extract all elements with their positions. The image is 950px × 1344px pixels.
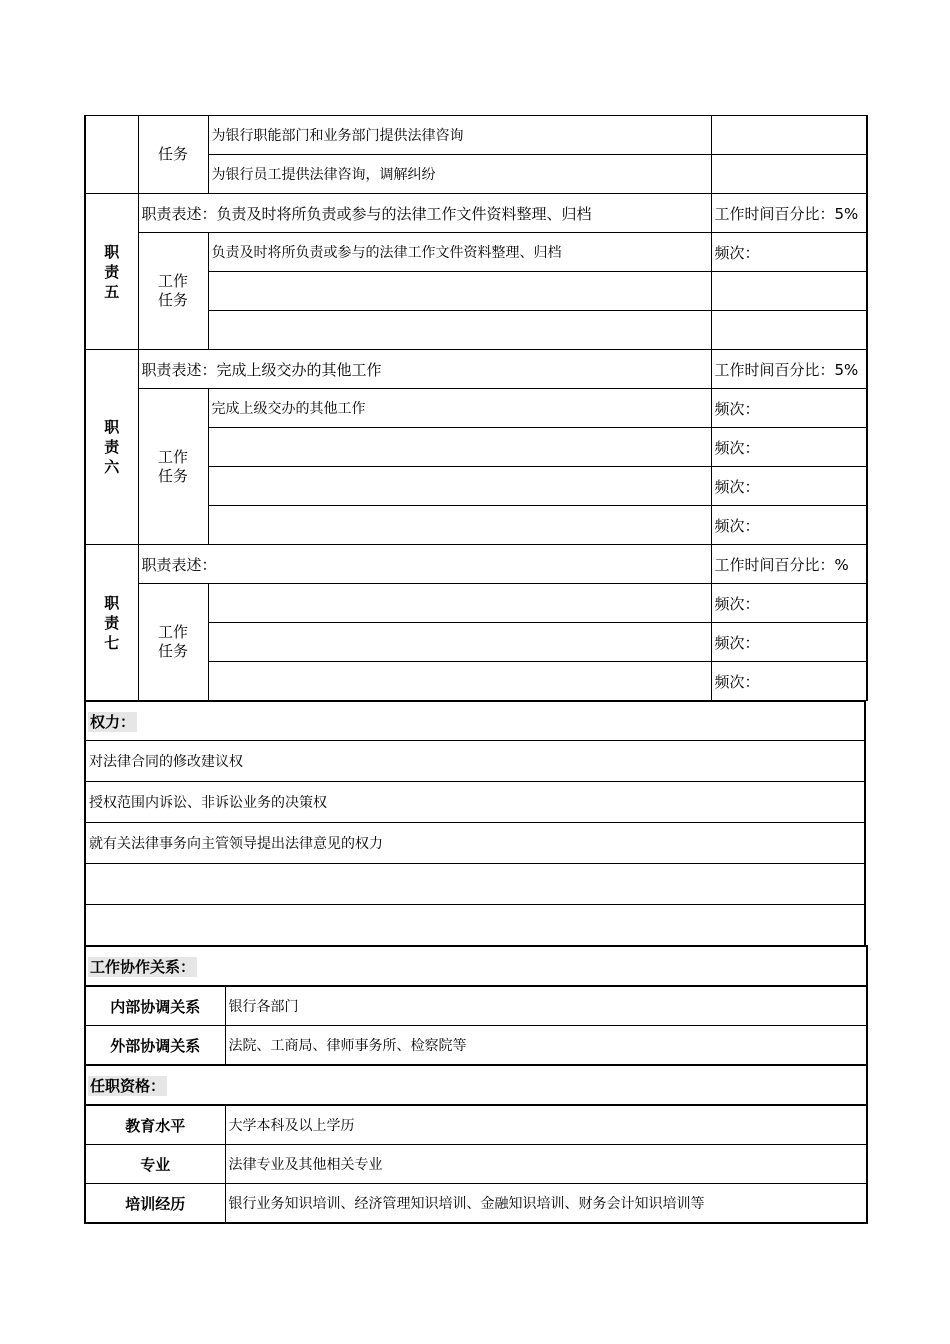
resp-label-text: 职 责 五 [104,242,120,301]
resp6-description: 职责表述：完成上级交办的其他工作 [138,350,711,389]
freq-cell: 频次： [711,584,867,623]
task-label [138,584,208,701]
external-value: 法院、工商局、律师事务所、检察院等 [225,1026,867,1065]
task-text [208,428,711,467]
major-label: 专业 [85,1145,225,1184]
table-row [85,194,867,233]
task-text: 完成上级交办的其他工作 [208,389,711,428]
task-text [208,506,711,545]
task-text: 为银行员工提供法律咨询，调解纠纷 [208,155,711,194]
authority-item: 授权范围内诉讼、非诉讼业务的决策权 [85,782,865,823]
table-row [85,350,867,389]
training-label: 培训经历 [85,1184,225,1224]
relations-heading [85,946,867,986]
resp5-description: 职责表述：负责及时将所负责或参与的法律工作文件资料整理、归档 [138,194,711,233]
job-description-sheet [84,115,866,1224]
task-label [138,389,208,545]
education-value: 大学本科及以上学历 [225,1105,867,1145]
task-label [138,233,208,350]
freq-cell: 频次： [711,662,867,701]
freq-cell [711,116,867,155]
table-row [85,116,867,155]
table-row [85,946,867,986]
freq-cell: 频次： [711,389,867,428]
external-label: 外部协调关系 [85,1026,225,1065]
training-value: 银行业务知识培训、经济管理知识培训、金融知识培训、财务会计知识培训等 [225,1184,867,1224]
table-row [85,1026,867,1065]
table-row [85,986,867,1026]
freq-cell: 频次： [711,623,867,662]
freq-cell: 频次： [711,428,867,467]
freq-cell: 频次： [711,233,867,272]
task-text [208,584,711,623]
freq-cell [711,155,867,194]
task-label: 任务 [138,116,208,194]
task-text [208,467,711,506]
resp-label-text: 职 责 七 [104,593,120,652]
task-text [208,311,711,350]
resp6-label [85,350,138,545]
resp-label-empty [85,116,138,194]
task-text: 负责及时将所负责或参与的法律工作文件资料整理、归档 [208,233,711,272]
education-label: 教育水平 [85,1105,225,1145]
resp5-label [85,194,138,350]
task-text [208,623,711,662]
resp-label-text: 职 责 六 [104,418,120,476]
authority-heading [85,701,865,741]
table-row [85,1145,867,1184]
table-row [85,1065,867,1105]
freq-cell [711,272,867,311]
major-value: 法律专业及其他相关专业 [225,1145,867,1184]
task-text [208,662,711,701]
authority-item: 就有关法律事务向主管领导提出法律意见的权力 [85,823,865,864]
freq-cell: 频次： [711,467,867,506]
internal-value: 银行各部门 [225,986,867,1026]
table-row [85,1105,867,1145]
freq-cell [711,311,867,350]
qualifications-heading-text: 任职资格： [90,1076,166,1095]
internal-label: 内部协调关系 [85,986,225,1026]
list-item [85,782,865,823]
task-label-text: 工作 任务 [157,272,188,309]
relations-table [84,945,868,1065]
table-row [85,545,867,584]
table-row [85,233,867,272]
authority-table [84,700,866,946]
task-text: 为银行职能部门和业务部门提供法律咨询 [208,116,711,155]
task-label-text: 工作 任务 [157,623,188,660]
list-item [85,741,865,782]
resp6-percent: 工作时间百分比：5% [711,350,867,389]
task-text [208,272,711,311]
resp7-percent: 工作时间百分比：% [711,545,867,584]
resp7-label [85,545,138,701]
authority-item: 对法律合同的修改建议权 [85,741,865,782]
list-item [85,905,865,946]
table-row [85,701,865,741]
responsibilities-table [84,115,868,701]
qualifications-heading [85,1065,867,1105]
authority-item [85,905,865,946]
resp7-description: 职责表述： [138,545,711,584]
task-label-text: 工作 任务 [157,447,188,485]
list-item [85,823,865,864]
qualifications-table [84,1064,868,1224]
table-row [85,584,867,623]
resp5-percent: 工作时间百分比：5% [711,194,867,233]
table-row [85,389,867,428]
list-item [85,864,865,905]
table-row [85,1184,867,1224]
authority-item [85,864,865,905]
relations-heading-text: 工作协作关系： [90,957,196,976]
freq-cell: 频次： [711,506,867,545]
authority-heading-text: 权力： [90,712,136,731]
